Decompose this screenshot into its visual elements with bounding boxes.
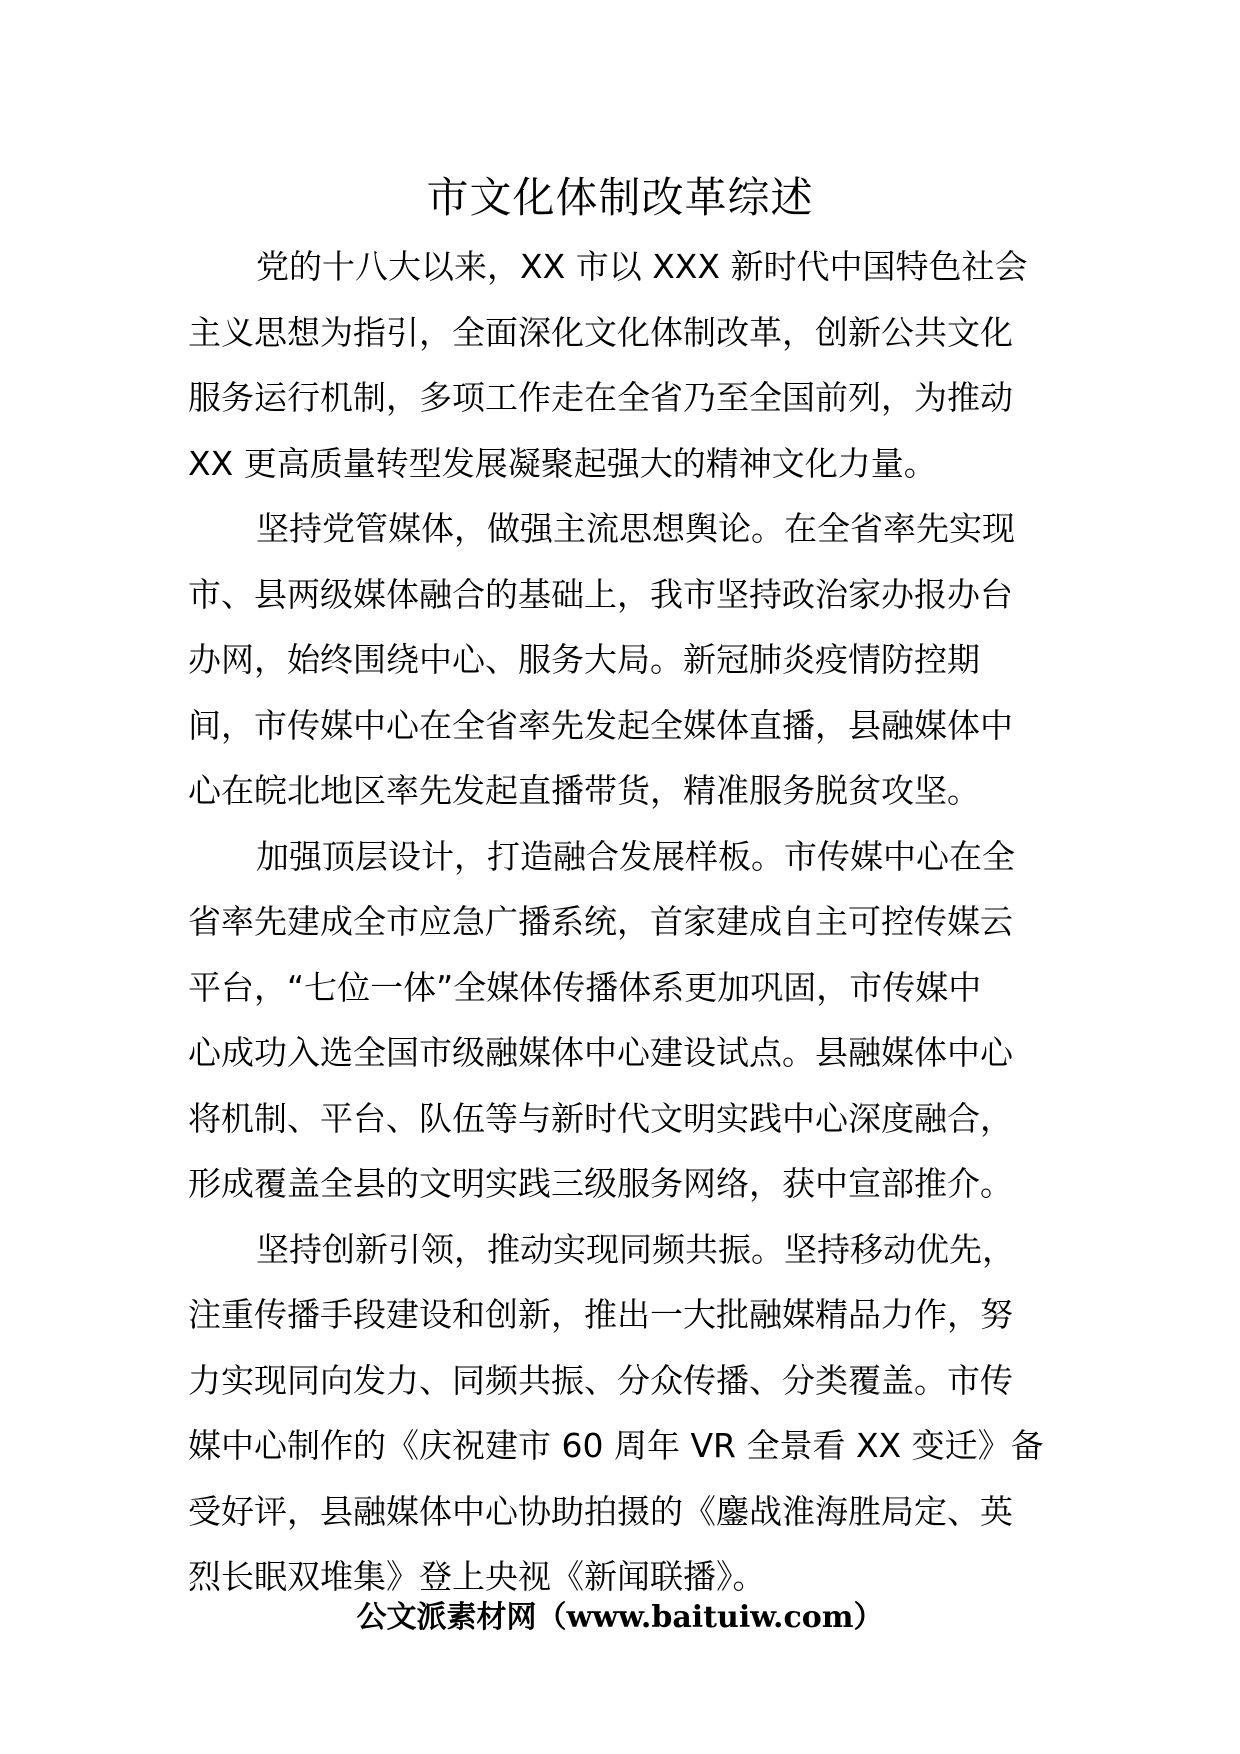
paragraph-line: 注重传播手段建设和创新，推出一大批融媒精品力作，努 [188, 1295, 1013, 1334]
paragraph-line: 党的十八大以来，XX 市以 XXX 新时代中国特色社会 [256, 247, 1028, 286]
paragraph-line: 服务运行机制，多项工作走在全省乃至全国前列，为推动 [188, 378, 1013, 417]
paragraph-line: 坚持党管媒体，做强主流思想舆论。在全省率先实现 [256, 509, 1015, 548]
paragraph-4 [188, 1217, 1058, 1610]
paragraph-3 [188, 824, 1058, 1217]
paragraph-line: 加强顶层设计，打造融合发展样板。市传媒中心在全 [256, 836, 1015, 876]
paragraph-2 [188, 496, 1058, 824]
paragraph-line: 媒中心制作的《庆祝建市 60 周年 VR 全景看 XX 变迁》备 [188, 1426, 1044, 1465]
document-title: 市文化体制改革综述 [426, 173, 814, 222]
paragraph-line: 间，市传媒中心在全省率先发起全媒体直播，县融媒体中 [188, 705, 1013, 745]
paragraph-line: 将机制、平台、队伍等与新时代文明实践中心深度融合， [188, 1098, 1013, 1138]
paragraph-line: 省率先建成全市应急广播系统，首家建成自主可控传媒云 [188, 902, 1013, 941]
paragraph-line: 心成功入选全国市级融媒体中心建设试点。县融媒体中心 [188, 1033, 1013, 1072]
paragraph-line: 主义思想为指引，全面深化文化体制改革，创新公共文化 [188, 312, 1013, 352]
document-body [188, 234, 1058, 1610]
paragraph-1 [188, 234, 1058, 496]
paragraph-line: 受好评，县融媒体中心协助拍摄的《鏖战淮海胜局定、英 [188, 1491, 1013, 1531]
paragraph-line: 形成覆盖全县的文明实践三级服务网络，获中宣部推介。 [188, 1164, 1013, 1203]
paragraph-line: 烈长眠双堆集》登上央视《新闻联播》。 [188, 1557, 766, 1596]
paragraph-line: 办网，始终围绕中心、服务大局。新冠肺炎疫情防控期 [188, 640, 980, 679]
paragraph-line: 市、县两级媒体融合的基础上，我市坚持政治家办报办台 [188, 574, 1013, 614]
paragraph-line: XX 更高质量转型发展凝聚起强大的精神文化力量。 [188, 443, 937, 483]
paragraph-line: 力实现同向发力、同频共振、分众传播、分类覆盖。市传 [188, 1360, 1013, 1400]
paragraph-line: 平台，“七位一体”全媒体传播体系更加巩固，市传媒中 [188, 967, 982, 1007]
paragraph-line: 心在皖北地区率先发起直播带货，精准服务脱贫攻坚。 [188, 771, 980, 810]
footer-watermark: 公文派素材网（www.baituiw.com） [356, 1600, 884, 1635]
paragraph-line: 坚持创新引领，推动实现同频共振。坚持移动优先， [256, 1229, 1015, 1269]
